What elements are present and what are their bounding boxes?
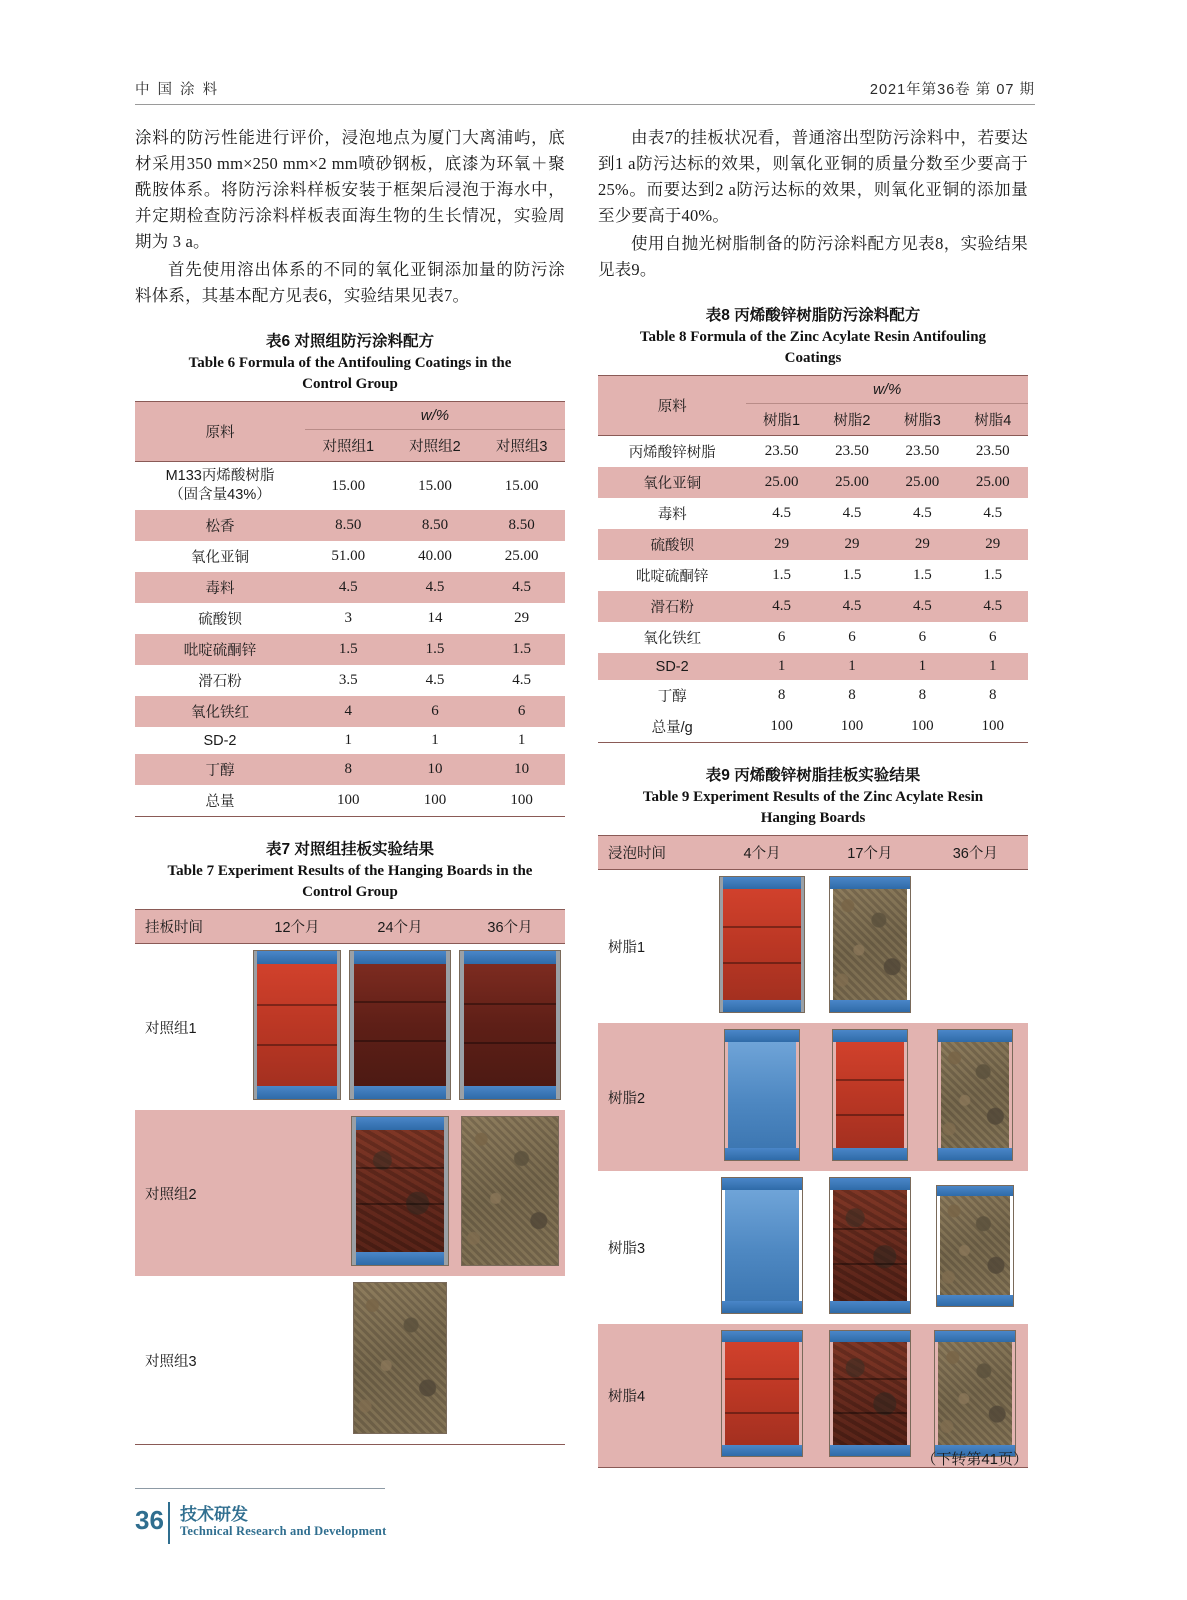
table8-cell-3-3: 29 — [985, 536, 1001, 552]
board-frame-bottom — [460, 1086, 560, 1099]
table8-cell-2-0: 4.5 — [772, 505, 791, 521]
table-row — [135, 1276, 565, 1445]
table9-row-label-2: 树脂3 — [608, 1241, 646, 1257]
board-frame-bottom — [254, 1086, 340, 1099]
table6-cell-10-2: 100 — [510, 792, 533, 808]
table6-cell-1-1: 8.50 — [421, 517, 449, 533]
board-edge-right — [446, 951, 450, 1099]
table-row — [598, 870, 1028, 1024]
board-frame-bottom — [350, 1086, 450, 1099]
table6-cell-7-1: 6 — [431, 703, 439, 719]
table9-row-label-3: 树脂4 — [608, 1389, 646, 1405]
footer-accent-bar — [168, 1502, 170, 1544]
table8-material-2: 毒料 — [657, 507, 687, 523]
table6-cell-7-2: 6 — [517, 703, 526, 719]
table8-col-2: 树脂2 — [817, 404, 887, 436]
table6-caption-en-1: Table 6 Formula of the Antifouling Coatings in the — [188, 355, 512, 371]
table8-cell-4-0: 1.5 — [772, 567, 791, 583]
table-row — [598, 529, 1028, 560]
board-plate — [938, 1342, 1012, 1445]
paragraph-right-2: 使用自抛光树脂制备的防污涂料配方见表8，实验结果见表9。 — [598, 234, 1028, 279]
table8-cell-8-2: 8 — [918, 687, 927, 703]
journal-name: 中 国 涂 料 — [135, 82, 220, 98]
table7-caption — [135, 839, 565, 903]
table8-material-0: 丙烯酸锌树脂 — [628, 445, 716, 461]
page-header — [135, 78, 1035, 99]
board-edge-right — [337, 951, 340, 1099]
table6-cell-0-0: 15.00 — [331, 477, 366, 494]
board-frame-top — [937, 1186, 1013, 1197]
table8-caption-en-2: Coatings — [784, 350, 842, 366]
table6-cell-4-2: 29 — [514, 610, 530, 626]
table6-cell-9-2: 10 — [514, 761, 530, 777]
board-plate — [723, 889, 800, 1000]
board-plate — [833, 889, 907, 1000]
table6-cell-5-1: 1.5 — [425, 641, 445, 657]
table8-col-1: 树脂1 — [746, 404, 816, 436]
table6-cell-2-0: 51.00 — [331, 548, 366, 564]
table-row — [598, 1171, 1028, 1324]
table6-caption — [135, 331, 565, 395]
table6-header-row — [135, 402, 565, 430]
table8-cell-9-2: 100 — [911, 718, 934, 734]
table6-material-2: 氧化亚铜 — [190, 550, 249, 566]
left-column — [135, 125, 565, 1445]
board-frame-bottom — [722, 1301, 802, 1313]
table9-header-row — [598, 836, 1028, 870]
table6-cell-2-1: 40.00 — [418, 548, 452, 564]
board-frame-bottom — [833, 1148, 907, 1160]
board-plate — [833, 1342, 907, 1445]
table9-image-1-2 — [923, 1023, 1028, 1171]
table-row — [135, 727, 565, 754]
table9-image-1-0 — [707, 1023, 817, 1171]
table9-caption-en-1: Table 9 Experiment Results of the Zinc Acylate Resin — [642, 789, 984, 805]
table-row — [135, 462, 565, 511]
board-frame-top — [254, 951, 340, 964]
footer-section-en: Technical Research and Development — [180, 1524, 387, 1538]
table-row — [598, 591, 1028, 622]
board-plate — [464, 964, 556, 1085]
board-frame-bottom — [937, 1295, 1013, 1306]
table6-caption-en-2: Control Group — [302, 376, 398, 392]
table-row — [598, 653, 1028, 680]
table7-image-1-1 — [345, 1110, 455, 1276]
table6-cell-6-0: 3.5 — [338, 672, 358, 688]
table8-cell-5-2: 4.5 — [912, 598, 932, 614]
board-edge-right — [556, 951, 560, 1099]
table8-material-7: SD-2 — [655, 658, 689, 675]
table8-cell-0-1: 23.50 — [835, 443, 869, 459]
board-frame-top — [720, 877, 804, 889]
table-row — [598, 560, 1028, 591]
table6-material-3: 毒料 — [205, 581, 235, 597]
table7-row-label-2: 对照组3 — [145, 1353, 197, 1370]
table-row — [598, 711, 1028, 743]
table-row — [135, 696, 565, 727]
table8-cell-4-2: 1.5 — [912, 567, 932, 583]
right-column — [598, 125, 1028, 1468]
table6-cell-5-0: 1.5 — [338, 641, 358, 657]
board-plate — [725, 1190, 799, 1301]
table6-cell-10-1: 100 — [423, 792, 447, 808]
table-row — [135, 603, 565, 634]
table6-cell-7-0: 4 — [344, 703, 353, 719]
table6-cell-1-2: 8.50 — [508, 517, 535, 533]
table-row — [135, 541, 565, 572]
board-frame-bottom — [938, 1148, 1012, 1160]
table9-image-0-2 — [923, 870, 1028, 1024]
table8-cell-2-3: 4.5 — [983, 505, 1003, 521]
table-row — [135, 754, 565, 785]
table6-material-6: 滑石粉 — [198, 674, 242, 690]
table8-header-row — [598, 376, 1028, 404]
paragraph-left-1: 涂料的防污性能进行评价，浸泡地点为厦门大离浦屿，底材采用350 mm×250 mm×2 mm喷砂钢板，底漆为环氧＋聚酰胺体系。将防污涂料样板安装于框架后浸泡于海水中，并定期检查防污涂料样板表面海生物的生长情况，实验周期为 3 a。 — [135, 128, 565, 251]
table6-cell-8-0: 1 — [344, 732, 353, 748]
table6-cell-8-2: 1 — [517, 732, 526, 748]
table7-image-0-0 — [249, 944, 345, 1111]
table7-col-3: 36个月 — [487, 920, 533, 936]
table8-cell-5-0: 4.5 — [772, 598, 791, 614]
table7-image-2-2 — [455, 1276, 565, 1445]
table6-cell-3-0: 4.5 — [338, 579, 358, 595]
board-plate — [354, 964, 446, 1085]
table8-cell-7-0: 1 — [777, 658, 786, 674]
table8-header-wpct: w/% — [873, 381, 902, 398]
table8-material-3: 硫酸钡 — [650, 538, 694, 554]
table8-material-8: 丁醇 — [657, 689, 687, 705]
table8-caption-cn: 表8 丙烯酸锌树脂防污涂料配方 — [705, 307, 921, 324]
board-frame-bottom — [830, 1000, 910, 1012]
table6-cell-5-2: 1.5 — [512, 641, 532, 657]
table8-header-material: 原料 — [657, 399, 687, 415]
table-row — [135, 1110, 565, 1276]
table6-cell-1-0: 8.50 — [335, 517, 362, 533]
table8-cell-9-3: 100 — [981, 718, 1005, 734]
table8-cell-1-2: 25.00 — [905, 474, 940, 490]
footer-section-cn: 技术研发 — [180, 1505, 248, 1524]
table9-image-0-1 — [817, 870, 922, 1024]
board-frame-top — [725, 1030, 799, 1042]
table6-col-3: 对照组3 — [478, 430, 565, 462]
table8-cell-3-0: 29 — [774, 536, 790, 552]
board-frame-top — [833, 1030, 907, 1042]
table6-caption-cn: 表6 对照组防污涂料配方 — [266, 333, 434, 350]
table-row — [598, 436, 1028, 468]
table7-col-2: 24个月 — [377, 920, 423, 936]
table8-cell-9-0: 100 — [770, 718, 793, 734]
table8-material-1: 氧化亚铜 — [643, 476, 702, 492]
board-plate — [941, 1042, 1009, 1149]
table9-image-0-0 — [707, 870, 817, 1024]
table7-image-1-0 — [249, 1110, 345, 1276]
board-plate — [833, 1190, 907, 1301]
table9-caption-cn: 表9 丙烯酸锌树脂挂板实验结果 — [705, 767, 921, 784]
footer-divider — [135, 1488, 385, 1489]
table9-caption-en-2: Hanging Boards — [760, 810, 866, 826]
table8-cell-7-1: 1 — [848, 658, 856, 674]
table8-cell-9-1: 100 — [840, 718, 864, 734]
table-row — [598, 498, 1028, 529]
table8-cell-7-3: 1 — [989, 658, 997, 674]
table-row — [598, 1023, 1028, 1171]
board-plate — [354, 1283, 446, 1433]
table6-material-9: 丁醇 — [205, 763, 235, 779]
table9-image-2-0 — [707, 1171, 817, 1324]
board-plate — [728, 1042, 796, 1149]
page-number: 36 — [135, 1505, 164, 1535]
table8-cell-7-2: 1 — [918, 658, 927, 674]
table8-cell-0-2: 23.50 — [905, 443, 940, 459]
issue-info: 2021年第36卷 第 07 期 — [869, 82, 1035, 98]
table-row — [135, 944, 565, 1111]
table9-image-3-1 — [817, 1324, 922, 1468]
table6 — [135, 401, 565, 817]
table6-cell-8-1: 1 — [431, 732, 439, 748]
board-frame-top — [830, 1331, 910, 1342]
table7-image-0-2 — [455, 944, 565, 1111]
table8-cell-2-1: 4.5 — [842, 505, 862, 521]
table6-cell-2-2: 25.00 — [504, 548, 539, 564]
table8-col-3: 树脂3 — [887, 404, 957, 436]
table6-cell-6-1: 4.5 — [425, 672, 445, 688]
table-row — [598, 1324, 1028, 1468]
table6-cell-9-1: 10 — [427, 761, 443, 777]
header-divider — [135, 104, 1035, 105]
table8-cell-8-3: 8 — [989, 687, 997, 703]
table9-image-2-1 — [817, 1171, 922, 1324]
table8-caption-en-1: Table 8 Formula of the Zinc Acylate Resin Antifouling — [639, 329, 987, 345]
table6-cell-3-1: 4.5 — [425, 579, 445, 595]
table6-cell-4-0: 3 — [344, 610, 353, 626]
table8-cell-3-1: 29 — [844, 536, 860, 552]
table-row — [598, 467, 1028, 498]
table7-image-2-0 — [249, 1276, 345, 1445]
table8-cell-1-3: 25.00 — [975, 474, 1010, 490]
table7-header-row — [135, 910, 565, 944]
table9-image-2-2 — [923, 1171, 1028, 1324]
table6-material-4: 硫酸钡 — [198, 612, 242, 628]
table6-col-2: 对照组2 — [392, 430, 479, 462]
table8-material-6: 氧化铁红 — [643, 631, 702, 647]
board-plate — [257, 964, 336, 1085]
table6-cell-9-0: 8 — [344, 761, 353, 777]
table6-material-1: 松香 — [205, 519, 235, 535]
table8-material-5: 滑石粉 — [650, 600, 694, 616]
board-plate — [462, 1117, 558, 1265]
table9-col-1: 4个月 — [743, 846, 781, 862]
table6-cell-0-1: 15.00 — [418, 477, 452, 494]
table9-col-3: 36个月 — [952, 846, 998, 862]
paragraph-left-2: 首先使用溶出体系的不同的氧化亚铜添加量的防污涂料体系，其基本配方见表6，实验结果见表7。 — [135, 260, 565, 305]
table8-cell-8-0: 8 — [777, 687, 786, 703]
table7 — [135, 909, 565, 1445]
table7-caption-cn: 表7 对照组挂板实验结果 — [266, 841, 434, 858]
table6-header-wpct: w/% — [420, 407, 450, 424]
table-row — [598, 680, 1028, 711]
continuation-note: （下转第41页） — [921, 1451, 1028, 1468]
table6-cell-4-1: 14 — [427, 610, 443, 626]
table-row — [135, 572, 565, 603]
table9-row-label-1: 树脂2 — [608, 1090, 646, 1107]
board-frame-top — [830, 1178, 910, 1190]
board-frame-top — [350, 951, 450, 964]
table-row — [598, 622, 1028, 653]
table8-cell-2-2: 4.5 — [912, 505, 932, 521]
table7-image-0-1 — [345, 944, 455, 1111]
table8-cell-8-1: 8 — [848, 687, 856, 703]
board-plate — [940, 1196, 1010, 1294]
board-frame-bottom — [830, 1301, 910, 1313]
table9-image-3-2 — [923, 1324, 1028, 1468]
table9-image-3-0 — [707, 1324, 817, 1468]
table7-image-1-2 — [455, 1110, 565, 1276]
table8-cell-0-0: 23.50 — [764, 443, 799, 459]
table9-row-label-0: 树脂1 — [608, 940, 646, 956]
table9-caption — [598, 765, 1028, 829]
table8-col-4: 树脂4 — [958, 404, 1028, 436]
table7-row-label-0: 对照组1 — [145, 1020, 197, 1037]
board-frame-top — [938, 1030, 1012, 1042]
table6-material-5: 吡啶硫酮锌 — [183, 643, 257, 659]
table8-caption — [598, 305, 1028, 369]
table8-cell-6-3: 6 — [989, 629, 997, 645]
board-frame-bottom — [725, 1148, 799, 1160]
board-edge-right — [444, 1117, 448, 1265]
table8-cell-3-2: 29 — [914, 536, 930, 552]
board-frame-top — [460, 951, 560, 964]
table6-material-8: SD-2 — [203, 732, 237, 749]
table-row — [135, 510, 565, 541]
board-frame-top — [352, 1117, 448, 1130]
table7-caption-en-1: Table 7 Experiment Results of the Hanging Boards in the — [167, 863, 533, 879]
table8-cell-1-1: 25.00 — [835, 474, 869, 490]
board-frame-top — [935, 1331, 1015, 1342]
board-plate — [836, 1042, 904, 1149]
table8-material-9: 总量/g — [651, 720, 693, 736]
table9-image-1-1 — [817, 1023, 922, 1171]
board-frame-top — [722, 1331, 802, 1342]
table8-cell-4-3: 1.5 — [983, 567, 1003, 583]
table8-cell-0-3: 23.50 — [975, 443, 1010, 459]
table9 — [598, 835, 1028, 1468]
table6-material-0: M133丙烯酸树脂 （固含量43%） — [165, 468, 275, 503]
board-plate — [356, 1130, 444, 1251]
table7-image-2-1 — [345, 1276, 455, 1445]
table7-col-1: 12个月 — [274, 920, 320, 936]
board-frame-top — [722, 1178, 802, 1190]
table9-header-label: 浸泡时间 — [608, 846, 666, 862]
table8-cell-1-0: 25.00 — [764, 474, 799, 490]
paragraph-right-1: 由表7的挂板状况看，普通溶出型防污涂料中，若要达到1 a防污达标的效果，则氧化亚铜的质量分数至少要高于25%。而要达到2 a防污达标的效果，则氧化亚铜的添加量至少要高于40%。 — [598, 128, 1028, 225]
table7-header-label: 挂板时间 — [145, 920, 203, 936]
table8-material-4: 吡啶硫酮锌 — [635, 569, 709, 585]
table8-cell-6-1: 6 — [848, 629, 856, 645]
table6-col-1: 对照组1 — [305, 430, 392, 462]
table6-header-material: 原料 — [205, 425, 235, 441]
board-frame-bottom — [720, 1000, 804, 1012]
table-row — [135, 665, 565, 696]
table7-caption-en-2: Control Group — [302, 884, 398, 900]
table6-cell-3-2: 4.5 — [512, 579, 532, 595]
table-row — [135, 785, 565, 817]
table7-bottom-rule — [135, 1445, 565, 1446]
table8-cell-6-2: 6 — [918, 629, 927, 645]
table6-material-7: 氧化铁红 — [190, 705, 249, 721]
table9-col-2: 17个月 — [847, 846, 893, 862]
board-frame-bottom — [352, 1252, 448, 1265]
table6-cell-0-2: 15.00 — [504, 477, 539, 494]
table6-cell-6-2: 4.5 — [512, 672, 532, 688]
table6-material-10: 总量 — [205, 794, 235, 810]
table7-row-label-1: 对照组2 — [145, 1186, 197, 1203]
table-row — [135, 634, 565, 665]
table8-cell-6-0: 6 — [777, 629, 786, 645]
table8 — [598, 375, 1028, 743]
table8-cell-4-1: 1.5 — [842, 567, 862, 583]
board-edge-right — [801, 877, 804, 1012]
board-plate — [725, 1342, 799, 1445]
table8-cell-5-3: 4.5 — [983, 598, 1003, 614]
table6-cell-10-0: 100 — [337, 792, 360, 808]
board-frame-top — [830, 877, 910, 889]
table8-cell-5-1: 4.5 — [842, 598, 862, 614]
